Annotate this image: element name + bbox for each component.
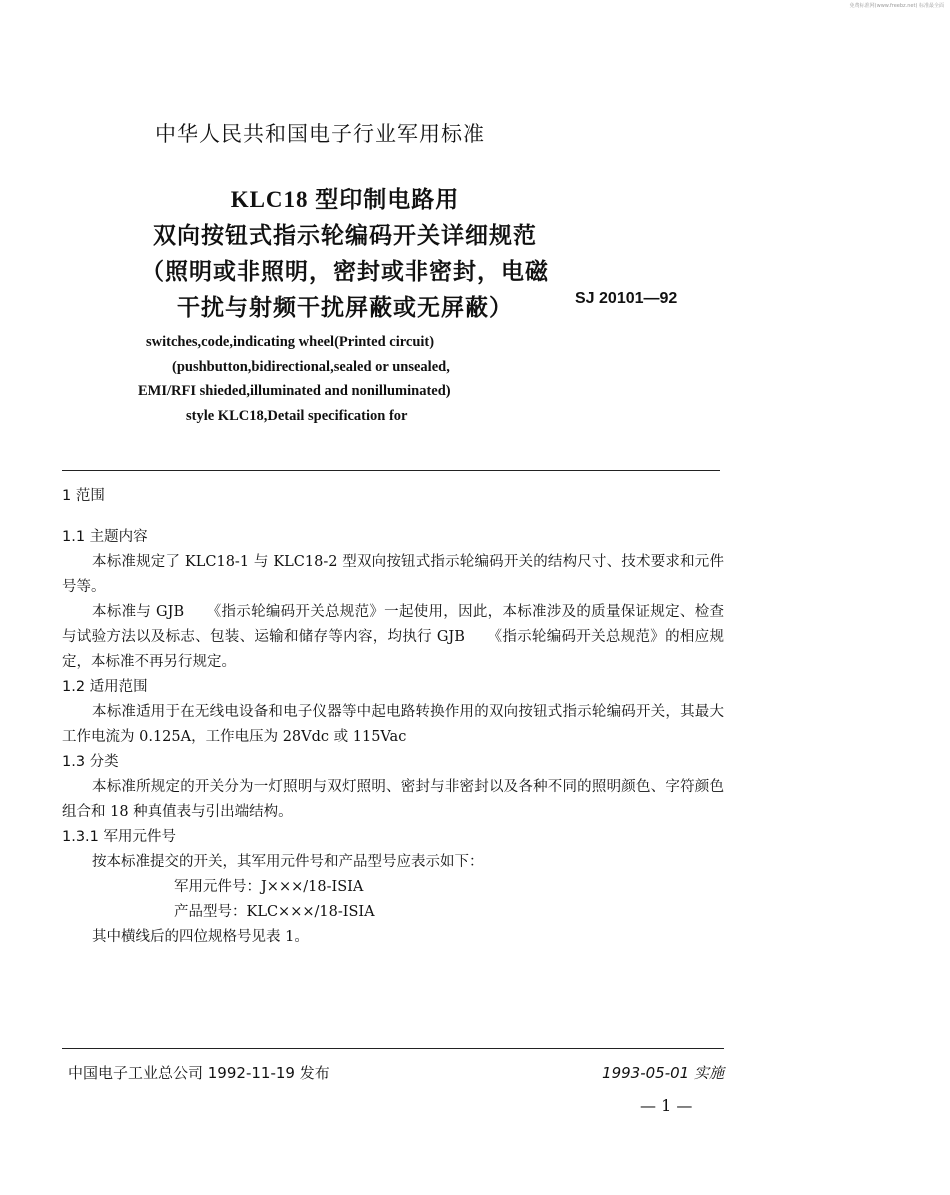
product-model-number: 产品型号：KLC×××/18-ISIA — [174, 904, 375, 920]
english-title-line-1: switches,code,indicating wheel(Printed circuit) — [146, 334, 435, 350]
section-1-heading: 1 范围 — [62, 488, 105, 504]
section-1-3-heading: 1.3 分类 — [62, 754, 119, 770]
document-body — [62, 484, 724, 950]
watermark: 免费标准网(www.freebz.net) 标准最全面 — [849, 3, 944, 9]
issue-statement: 中国电子工业总公司 1992-11-19 发布 — [68, 1064, 330, 1082]
section-1-3-1-heading: 1.3.1 军用元件号 — [62, 829, 177, 845]
english-title — [100, 330, 580, 428]
document-title — [105, 182, 585, 326]
english-title-line-4: style KLC18,Detail specification for — [186, 407, 408, 424]
header-divider — [62, 470, 720, 471]
page-number: — 1 — — [640, 1096, 693, 1115]
section-1-1-paragraph-2: 本标准与 GJB 《指示轮编码开关总规范》一起使用，因此，本标准涉及的质量保证规定、检查与试验方法以及标志、包装、运输和储存等内容，均执行 GJB 《指示轮编码开关总规范》的相应规定，本标准不再另行规定。 — [62, 604, 724, 670]
english-title-line-3: EMI/RFI shieded,illuminated and nonilluminated) — [138, 383, 451, 399]
title-line-4: 干扰与射频干扰屏蔽或无屏蔽） — [177, 295, 513, 321]
section-1-3-1-paragraph-1: 按本标准提交的开关，其军用元件号和产品型号应表示如下： — [92, 854, 484, 870]
effective-date: 1993-05-01 实施 — [602, 1064, 724, 1082]
title-line-1: KLC18 型印制电路用 — [230, 187, 460, 212]
english-title-line-2: (pushbutton,bidirectional,sealed or unsealed, — [172, 358, 450, 375]
section-1-3-1-note: 其中横线后的四位规格号见表 1。 — [92, 929, 309, 945]
organization-title: 中华人民共和国电子行业军用标准 — [155, 122, 485, 146]
standard-number: SJ 20101—92 — [575, 290, 678, 307]
section-1-1-paragraph-1: 本标准规定了 KLC18-1 与 KLC18-2 型双向按钮式指示轮编码开关的结构尺寸、技术要求和元件号等。 — [62, 554, 724, 595]
military-part-number: 军用元件号：J×××/18-ISIA — [174, 879, 364, 895]
section-1-2-heading: 1.2 适用范围 — [62, 679, 148, 695]
title-line-2: 双向按钮式指示轮编码开关详细规范 — [153, 223, 537, 249]
section-1-2-paragraph-1: 本标准适用于在无线电设备和电子仪器等中起电路转换作用的双向按钮式指示轮编码开关，其最大工作电流为 0.125A，工作电压为 28Vdc 或 115Vac — [62, 704, 724, 745]
section-1-1-heading: 1.1 主题内容 — [62, 529, 148, 545]
section-1-3-paragraph-1: 本标准所规定的开关分为一灯照明与双灯照明、密封与非密封以及各种不同的照明颜色、字符颜色组合和 18 种真值表与引出端结构。 — [62, 779, 724, 820]
title-line-3: （照明或非照明，密封或非密封，电磁 — [141, 259, 549, 285]
footer-divider — [62, 1048, 724, 1049]
